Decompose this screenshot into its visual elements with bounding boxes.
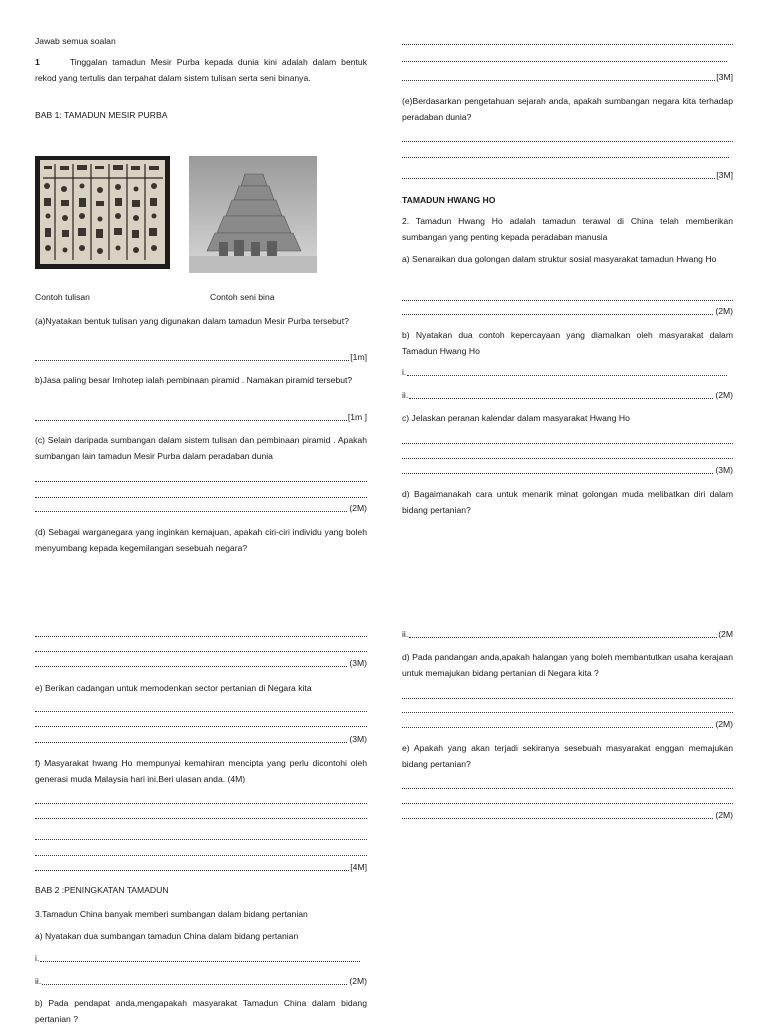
question-2: 2. Tamadun Hwang Ho adalah tamadun terawal di China telah memberikan sumbangan yang penting kepada peradaban manusia	[402, 216, 733, 242]
question-e-contribution: (e)Berdasarkan pengetahuan sejarah anda, apakah sumbangan negara kita terhadap peradaban dunia?	[402, 96, 733, 122]
section-bab2: BAB 2 :PENINGKATAN TAMADUN	[35, 885, 169, 895]
answer-line-ii[interactable]	[402, 390, 733, 401]
question-1-text: Tinggalan tamadun Mesir Purba kepada dunia kini adalah dalam bentuk rekod yang tertulis dan terpahat dalam sistem tulisan serta seni binanya.	[35, 57, 367, 83]
answer-line[interactable]	[402, 170, 733, 181]
marks: (2M)	[715, 719, 733, 729]
section-hwang-ho: TAMADUN HWANG HO	[402, 195, 496, 205]
answer-line[interactable]	[402, 704, 733, 715]
answer-line[interactable]	[402, 780, 733, 791]
marks: (2M)	[715, 390, 733, 400]
roman-i: i.	[402, 367, 407, 377]
roman-i: i.	[35, 953, 40, 963]
marks: [3M]	[716, 72, 733, 82]
answer-line[interactable]	[402, 690, 733, 701]
roman-ii: ii.	[402, 629, 409, 639]
question-b: b)Jasa paling besar Imhotep ialah pembinaan piramid . Namakan piramid tersebut?	[35, 375, 353, 385]
answer-line[interactable]	[402, 133, 733, 144]
answer-line[interactable]	[35, 628, 367, 639]
caption-architecture: Contoh seni bina	[210, 292, 275, 302]
question-1	[35, 55, 367, 86]
marks: [1m]	[350, 352, 367, 362]
question-2b: b) Nyatakan dua contoh kepercayaan yang diamalkan oleh masyarakat dalam Tamadun Hwang Ho	[402, 330, 733, 356]
answer-line[interactable]	[402, 810, 733, 821]
question-1-number: 1	[35, 57, 40, 67]
answer-line[interactable]	[402, 435, 733, 446]
answer-line[interactable]	[402, 719, 733, 730]
question-2d-obstacles: d) Pada pandangan anda,apakah halangan yang boleh membantutkan usaha kerajaan untuk memajukan bidang pertanian di Negara kita ?	[402, 652, 733, 678]
caption-writing: Contoh tulisan	[35, 292, 90, 302]
marks: (2M)	[349, 976, 367, 986]
answer-line[interactable]	[402, 292, 733, 303]
answer-line[interactable]	[35, 658, 367, 669]
answer-line-ii[interactable]	[35, 976, 367, 987]
question-3a: a) Nyatakan dua sumbangan tamadun China dalam bidang pertanian	[35, 931, 299, 941]
answer-line[interactable]	[35, 795, 367, 806]
answer-line[interactable]	[35, 352, 367, 363]
answer-line-i[interactable]	[402, 367, 727, 378]
answer-line[interactable]	[35, 718, 367, 729]
roman-ii: ii.	[402, 390, 409, 400]
question-3b: b) Pada pendapat anda,mengapakah masyarakat Tamadun China dalam bidang pertanian ?	[35, 998, 367, 1024]
marks: (2M	[718, 629, 733, 639]
marks: (3M)	[715, 465, 733, 475]
answer-line[interactable]	[35, 412, 367, 423]
answer-line[interactable]	[35, 503, 367, 514]
answer-line[interactable]	[402, 795, 733, 806]
section-bab1: BAB 1: TAMADUN MESIR PURBA	[35, 110, 168, 120]
answer-line[interactable]	[402, 149, 733, 160]
marks: [1m ]	[347, 412, 367, 422]
hieroglyph-image	[35, 156, 170, 269]
marks: [3M]	[716, 170, 733, 180]
answer-line[interactable]	[35, 643, 367, 654]
roman-ii: ii.	[35, 976, 42, 986]
instruction: Jawab semua soalan	[35, 36, 116, 46]
marks: (2M)	[349, 503, 367, 513]
question-2d: d) Bagaimanakah cara untuk menarik minat golongan muda melibatkan diri dalam bidang pertanian?	[402, 489, 733, 515]
answer-line-i[interactable]	[35, 953, 360, 964]
answer-line[interactable]	[402, 450, 733, 461]
question-2a: a) Senaraikan dua golongan dalam struktur sosial masyarakat tamadun Hwang Ho	[402, 254, 717, 264]
answer-line[interactable]	[402, 306, 733, 317]
question-e: e) Berikan cadangan untuk memodenkan sector pertanian di Negara kita	[35, 683, 312, 693]
marks: [4M]	[350, 862, 367, 872]
answer-line[interactable]	[402, 72, 733, 83]
answer-line[interactable]	[35, 862, 367, 873]
question-2c: c) Jelaskan peranan kalendar dalam masyarakat Hwang Ho	[402, 413, 630, 423]
marks: (3M)	[349, 658, 367, 668]
question-a: (a)Nyatakan bentuk tulisan yang digunakan dalam tamadun Mesir Purba tersebut?	[35, 316, 349, 326]
step-pyramid-image	[189, 156, 317, 273]
answer-line[interactable]	[35, 703, 367, 714]
marks: (3M)	[349, 734, 367, 744]
question-3: 3.Tamadun China banyak memberi sumbangan dalam bidang pertanian	[35, 909, 308, 919]
answer-line[interactable]	[402, 53, 733, 64]
answer-line[interactable]	[35, 734, 367, 745]
marks: (2M)	[715, 306, 733, 316]
answer-line-ii[interactable]	[402, 629, 733, 640]
question-2e: e) Apakah yang akan terjadi sekiranya sesebuah masyarakat enggan memajukan bidang pertanian?	[402, 743, 733, 769]
answer-line[interactable]	[35, 847, 367, 858]
answer-line[interactable]	[35, 810, 367, 821]
answer-line[interactable]	[402, 36, 733, 47]
marks: (2M)	[715, 810, 733, 820]
answer-line[interactable]	[35, 489, 367, 500]
question-c: (c) Selain daripada sumbangan dalam sistem tulisan dan pembinaan piramid . Apakah sumbangan lain tamadun Mesir Purba dalam peradaban dunia	[35, 435, 367, 461]
question-d: (d) Sebagai warganegara yang inginkan kemajuan, apakah ciri-ciri individu yang boleh menyumbang kepada kegemilangan sesebuah negara?	[35, 527, 367, 553]
answer-line[interactable]	[35, 473, 367, 484]
answer-line[interactable]	[402, 465, 733, 476]
question-f: f) Masyarakat hwang Ho mempunyai kemahiran mencipta yang perlu dicontohi oleh generasi muda Malaysia hari ini.Beri ulasan anda. (4M)	[35, 758, 367, 784]
answer-line[interactable]	[35, 831, 367, 842]
